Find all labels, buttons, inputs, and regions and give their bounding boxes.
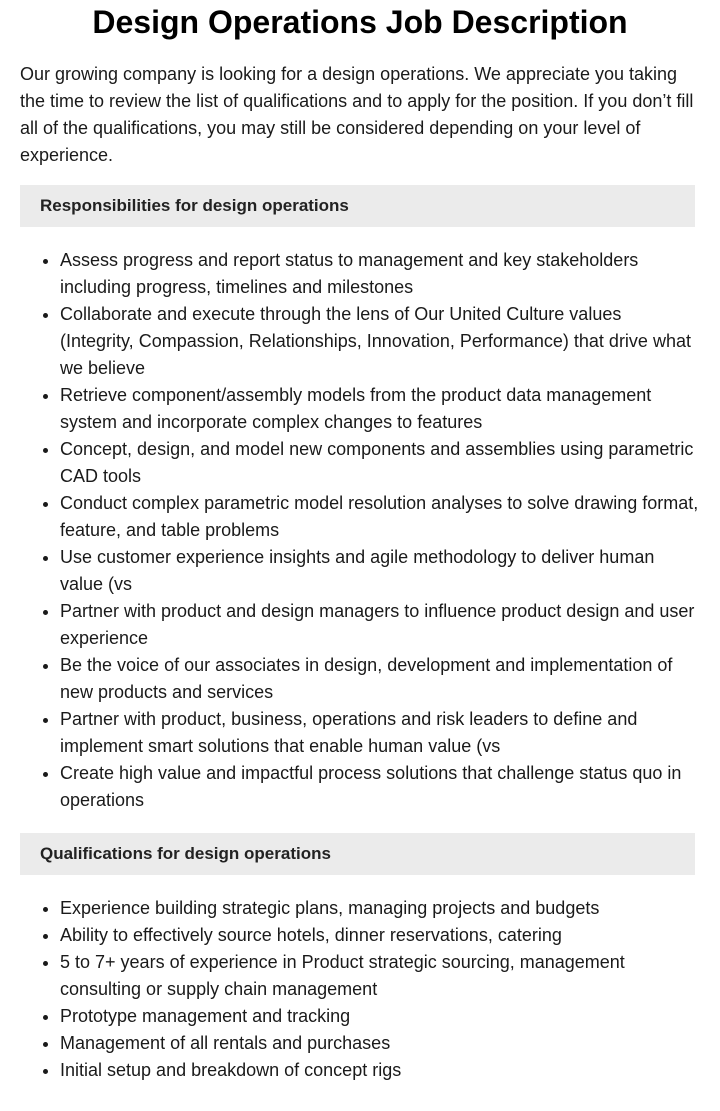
intro-paragraph: Our growing company is looking for a design operations. We appreciate you taking the time to review the list of qualifications and to apply for the position. If you don’t fill all of the qualifications, you may still be considered depending on your level of experience. [20,64,694,165]
list-item: • 5 to 7+ years of experience in Product strategic sourcing, management consulting or supply chain management [60,949,700,1003]
list-item: • Initial setup and breakdown of concept rigs [60,1057,700,1084]
list-item: • Retrieve component/assembly models from the product data management system and incorporate complex changes to features [60,382,700,436]
page-title: Design Operations Job Description [92,4,628,40]
list-item: • Management of all rentals and purchases [60,1030,700,1057]
responsibilities-heading: Responsibilities for design operations [20,185,695,227]
list-item: • Use customer experience insights and agile methodology to deliver human value (vs [60,544,700,598]
list-item: • Experience building strategic plans, managing projects and budgets [60,895,700,922]
responsibilities-list [0,247,720,814]
qualifications-heading: Qualifications for design operations [20,833,695,875]
list-item: • Concept, design, and model new components and assemblies using parametric CAD tools [60,436,700,490]
list-item: • Assess progress and report status to management and key stakeholders including progress, timelines and milestones [60,247,700,301]
list-item: • Partner with product and design managers to influence product design and user experience [60,598,700,652]
list-item: • Be the voice of our associates in design, development and implementation of new products and services [60,652,700,706]
list-item: • Partner with product, business, operations and risk leaders to define and implement smart solutions that enable human value (vs [60,706,700,760]
list-item: • Prototype management and tracking [60,1003,700,1030]
qualifications-list [0,895,720,1084]
list-item: • Conduct complex parametric model resolution analyses to solve drawing format, feature, and table problems [60,490,700,544]
list-item: • Create high value and impactful process solutions that challenge status quo in operations [60,760,700,814]
list-item: • Collaborate and execute through the lens of Our United Culture values (Integrity, Compassion, Relationships, Innovation, Performance) that drive what we believe [60,301,700,382]
list-item: • Ability to effectively source hotels, dinner reservations, catering [60,922,700,949]
